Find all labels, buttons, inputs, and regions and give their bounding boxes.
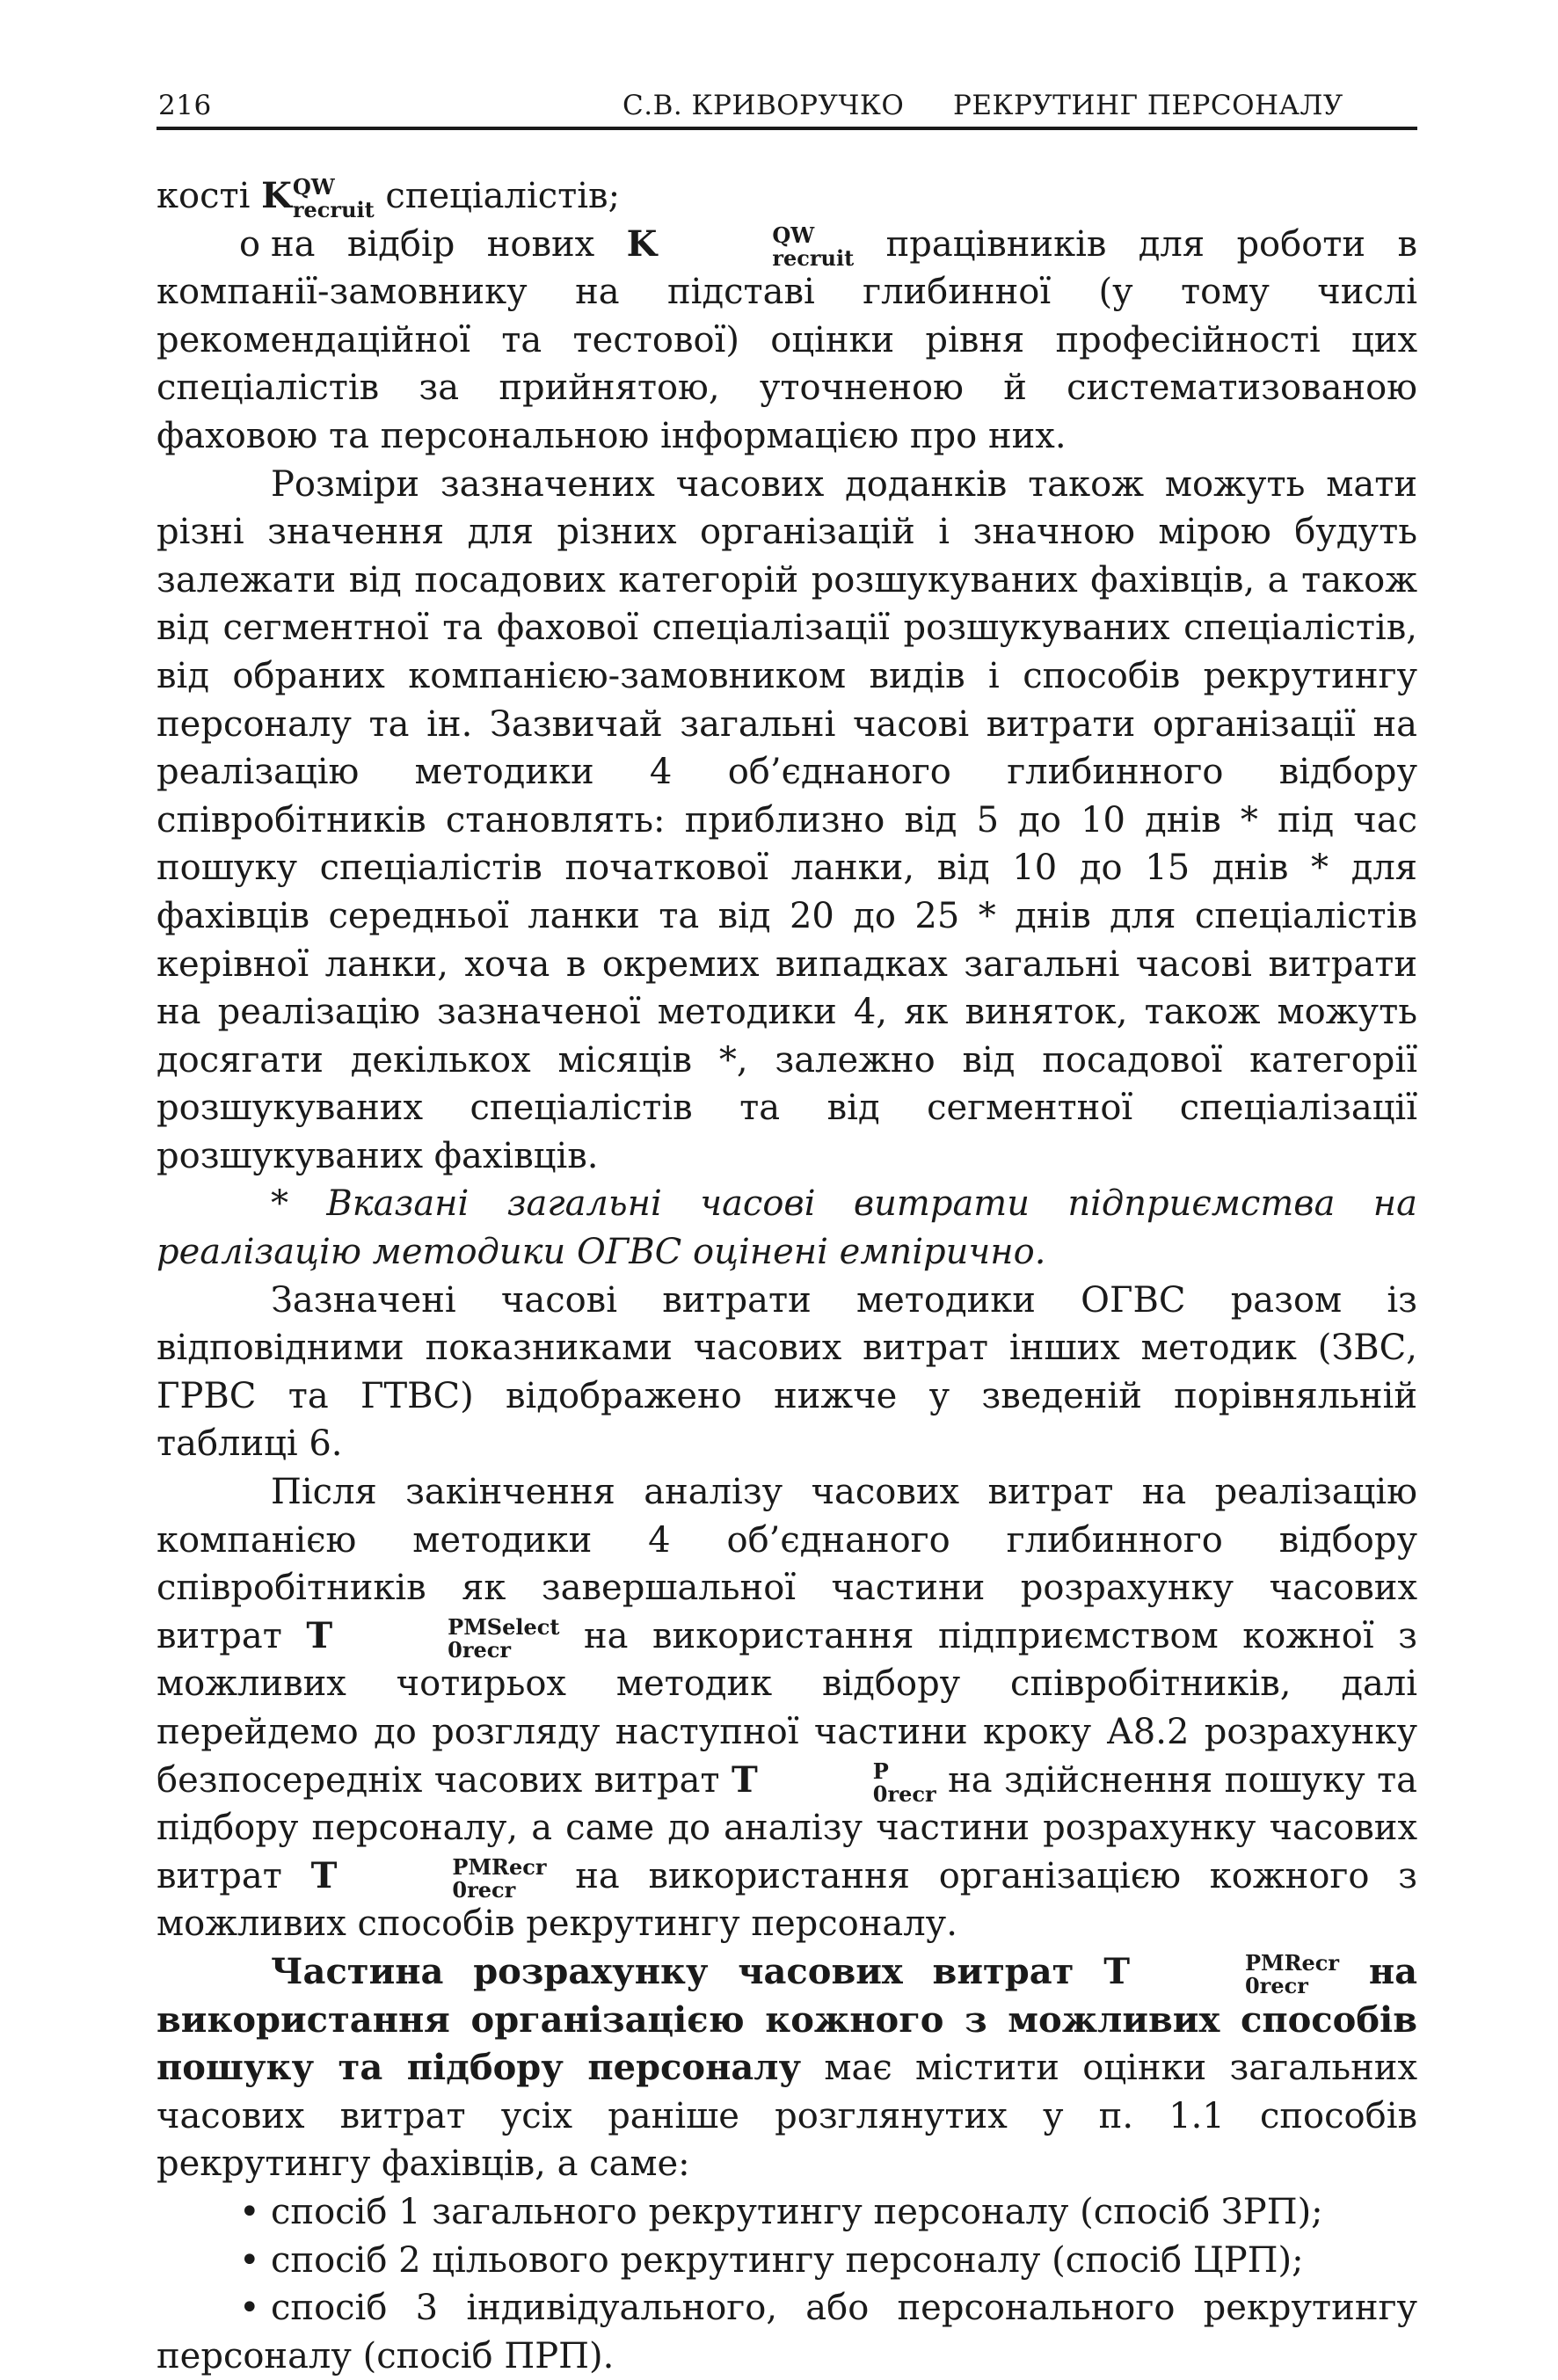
bullet-item: • спосіб 3 індивідуального, або персонального рекрутингу персоналу (спосіб ПРП).	[157, 2288, 1417, 2376]
formula-t-pmselect: T PMSelect 0recr	[306, 1613, 560, 1663]
page-number: 216	[158, 90, 212, 121]
paragraph: Частина розрахунку часових витрат T PMRecr 0recr на використання організацією кожного з можливих способів пошуку та підбору персоналу має містити оцінки загальних часових витрат усіх раніше розглянутих у п. 1.1 способів рекрутингу фахівців, а саме:	[157, 1949, 1418, 2185]
footnote-italic: * Вказані загальні часові витрати підприємства на реалізацію методики ОГВС оцінені емпірично.	[157, 1183, 1417, 1273]
paragraph: Після закінчення аналізу часових витрат на реалізацію компанією методики 4 об’єднаного глибинного відбору співробітників як завершальної частини розрахунку часових витрат T PMSelect 0recr на використання підприємством кожної з можливих чотирьох методик відбору співробітників, далі перейдемо до розгляду наступної частини кроку А8.2 розрахунку безпосередніх часових витрат T P 0recr на здійснення пошуку та підбору персоналу, а саме до аналізу частини розрахунку часових витрат T PMRecr 0recr на використання організацією кожного з можливих способів рекрутингу персоналу.	[157, 1472, 1418, 1945]
bullet-marker: •	[239, 2191, 260, 2232]
bullet-item: • спосіб 1 загального рекрутингу персоналу (спосіб ЗРП);	[157, 2188, 1417, 2237]
formula-k-qw-recruit: K QW recruit	[626, 222, 855, 271]
formula-t-pmrecr: T PMRecr 0recr	[310, 1853, 547, 1903]
bullet-marker: •	[239, 2239, 260, 2281]
running-header	[157, 84, 1417, 130]
header-book-title: РЕКРУТИНГ ПЕРСОНАЛУ	[953, 90, 1343, 121]
bullet-item: • спосіб 2 цільового рекрутингу персоналу (спосіб ЦРП);	[157, 2237, 1417, 2285]
formula-k-qw-recruit: K QW recruit	[261, 174, 375, 222]
formula-t-p: T P 0recr	[732, 1758, 936, 1807]
header-author: С.В. КРИВОРУЧКО	[622, 90, 905, 121]
list-item: o на відбір нових K QW recruit працівників для роботи в компанії-замовнику на підставі глибинної (у тому числі рекомендаційної та тестової) оцінки рівня професійності цих спеціалістів за прийнятою, уточненою й систематизованою фаховою та персональною інформацією про них.	[157, 222, 1418, 456]
paragraph: Розміри зазначених часових доданків також можуть мати різні значення для різних організацій і значною мірою будуть залежати від посадових категорій розшукуваних фахівців, а також від сегментної та фахової спеціалізації розшукуваних спеціалістів, від обраних компанією-замовником видів і способів рекрутингу персоналу та ін. Зазвичай загальні часові витрати організації на реалізацію методики 4 об’єднаного глибинного відбору співробітників становлять: приблизно від 5 до 10 днів * під час пошуку спеціалістів початкової ланки, від 10 до 15 днів * для фахівців середньої ланки та від 20 до 25 * днів для спеціалістів керівної ланки, хоча в окремих випадках загальні часові витрати на реалізацію зазначеної методики 4, як виняток, також можуть досягати декількох місяців *, залежно від посадової категорії розшукуваних спеціалістів та від сегментної спеціалізації розшукуваних фахівців.	[157, 463, 1417, 1176]
page-body	[157, 172, 1417, 2380]
formula-t-pmrecr: T PMRecr 0recr	[1103, 1949, 1340, 1998]
continuation-line: кості K QW recruit спеціалістів;	[157, 174, 621, 222]
paragraph: Зазначені часові витрати методики ОГВС разом із відповідними показниками часових витрат інших методик (ЗВС, ГРВС та ГТВС) відображено нижче у зведеній порівняльній таблиці 6.	[157, 1279, 1417, 1465]
